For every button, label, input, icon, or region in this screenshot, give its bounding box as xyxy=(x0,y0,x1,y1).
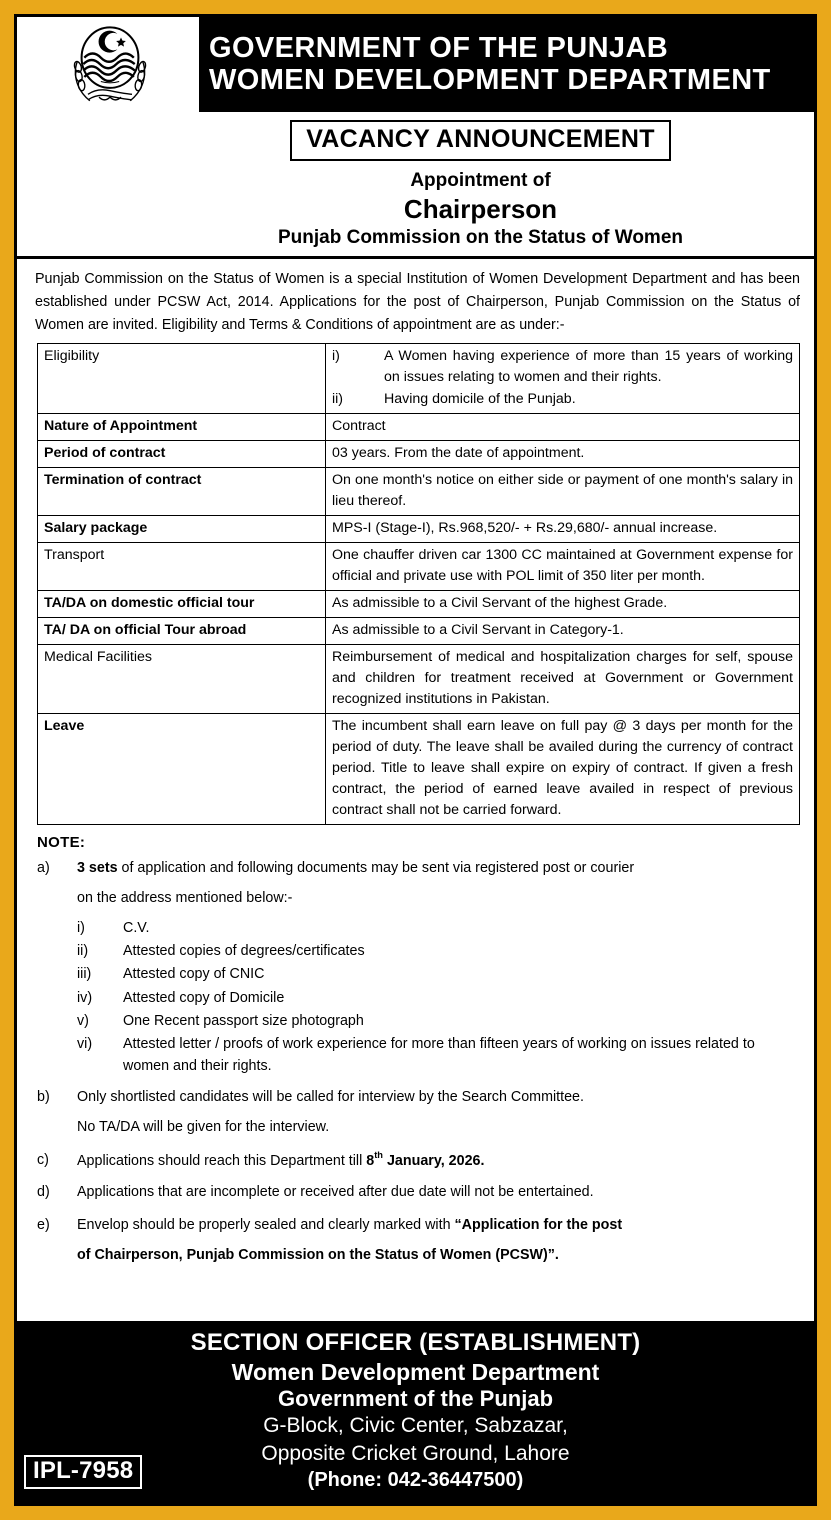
footer-department: Women Development Department xyxy=(231,1358,600,1385)
govt-title-line-2: WOMEN DEVELOPMENT DEPARTMENT xyxy=(209,63,771,96)
table-row xyxy=(38,713,800,824)
footer-address-line2: Opposite Cricket Ground, Lahore xyxy=(261,1441,570,1465)
row-label: Eligibility xyxy=(38,344,326,413)
doc-text: Attested copies of degrees/certificates xyxy=(123,943,365,960)
vacancy-announcement-banner: VACANCY ANNOUNCEMENT xyxy=(290,120,671,161)
table-row xyxy=(38,344,800,413)
header-title-cell xyxy=(199,17,814,112)
row-label: Nature of Appointment xyxy=(38,413,326,440)
specification-table xyxy=(37,343,800,824)
row-label: TA/DA on domestic official tour xyxy=(38,590,326,617)
note-marker: b) xyxy=(37,1089,50,1106)
table-row xyxy=(38,542,800,590)
note-text: Only shortlisted candidates will be called for interview by the Search Committee. xyxy=(77,1089,584,1106)
note-text xyxy=(77,857,800,880)
note-text xyxy=(77,1214,800,1237)
list-item xyxy=(77,940,800,962)
doc-number: i) xyxy=(77,920,85,937)
note-title: NOTE: xyxy=(37,833,86,851)
sub-item-number: ii) xyxy=(332,390,344,407)
advertisement-sheet xyxy=(14,14,817,1506)
list-item xyxy=(77,1033,800,1077)
eligibility-sub-list xyxy=(332,346,793,409)
envelope-marking-line2-text: of Chairperson, Punjab Commission on the Status of Women (PCSW)”. xyxy=(77,1246,559,1263)
note-text: Applications that are incomplete or received after due date will not be entertained. xyxy=(77,1184,594,1201)
deadline-rest: January, 2026. xyxy=(382,1152,485,1169)
doc-number: v) xyxy=(77,1012,89,1029)
row-label: Transport xyxy=(38,542,326,590)
row-label: Leave xyxy=(38,713,326,824)
row-value: Contract xyxy=(326,413,800,440)
note-item-e xyxy=(37,1214,800,1237)
list-item xyxy=(77,1010,800,1032)
note-marker: e) xyxy=(37,1216,50,1233)
footer-section-officer: SECTION OFFICER (ESTABLISHMENT) xyxy=(190,1329,641,1357)
doc-number: ii) xyxy=(77,943,89,960)
row-label: Termination of contract xyxy=(38,467,326,515)
row-label: TA/ DA on official Tour abroad xyxy=(38,617,326,644)
govt-title-line-1: GOVERNMENT OF THE PUNJAB xyxy=(209,32,669,65)
logo-cell xyxy=(17,17,199,112)
note-item-d xyxy=(37,1181,800,1204)
footer-contact-block xyxy=(17,1321,814,1503)
row-value: On one month's notice on either side or payment of one month's salary in lieu thereof. xyxy=(326,467,800,515)
doc-text: Attested copy of CNIC xyxy=(123,966,265,983)
deadline-ordinal: th xyxy=(374,1150,383,1161)
table-row xyxy=(38,617,800,644)
post-organization: Punjab Commission on the Status of Women xyxy=(277,227,683,248)
note-c-pre: Applications should reach this Department till xyxy=(77,1152,367,1169)
note-marker: c) xyxy=(37,1151,49,1168)
doc-number: iv) xyxy=(77,989,93,1006)
row-value: One chauffer driven car 1300 CC maintained at Government expense for official and private use with POL limit of 350 liter per month. xyxy=(326,542,800,590)
sub-item-text: A Women having experience of more than 15 years of working on issues relating to women and their rights. xyxy=(384,348,793,386)
note-marker: d) xyxy=(37,1184,50,1201)
row-value: As admissible to a Civil Servant of the highest Grade. xyxy=(326,590,800,617)
specification-table-wrapper xyxy=(17,343,814,824)
doc-number: vi) xyxy=(77,1035,93,1052)
doc-text: Attested copy of Domicile xyxy=(123,989,285,1006)
list-item xyxy=(332,389,793,410)
sub-item-text: Having domicile of the Punjab. xyxy=(384,390,576,407)
table-row xyxy=(38,467,800,515)
punjab-government-emblem-icon xyxy=(64,21,156,109)
note-item-c xyxy=(37,1149,800,1173)
table-row xyxy=(38,644,800,713)
row-label: Period of contract xyxy=(38,440,326,467)
doc-text: C.V. xyxy=(123,920,150,937)
table-row xyxy=(38,413,800,440)
note-a-rest: of application and following documents may be sent via registered post or courier xyxy=(117,859,635,876)
row-value: The incumbent shall earn leave on full pay @ 3 days per month for the period of duty. The leave shall be availed during the currency of contract period. Title to leave shall expire on expiry of contract. If given a fresh contract, the period of earned leave availed in respect of previous contract shall not be carried forward. xyxy=(326,713,800,824)
deadline-day: 8 xyxy=(366,1152,375,1169)
envelope-marking-line2 xyxy=(77,1244,800,1267)
doc-text: One Recent passport size photograph xyxy=(123,1012,364,1029)
list-item xyxy=(77,917,800,939)
note-marker: a) xyxy=(37,859,50,876)
row-value: Reimbursement of medical and hospitalization charges for self, spouse and children for treatment received at Government or Government recognized institutions in Pakistan. xyxy=(326,644,800,713)
note-text xyxy=(77,1149,800,1173)
list-item xyxy=(77,963,800,985)
doc-text: Attested letter / proofs of work experience for more than fifteen years of working on issues related to women and their rights. xyxy=(123,1035,755,1075)
footer-address-line1: G-Block, Civic Center, Sabzazar, xyxy=(263,1414,568,1438)
post-title: Chairperson xyxy=(403,194,558,224)
row-value: As admissible to a Civil Servant in Category-1. xyxy=(326,617,800,644)
list-item xyxy=(332,346,793,388)
envelope-marking-line1: “Application for the post xyxy=(454,1216,623,1233)
sub-item-number: i) xyxy=(332,348,340,365)
table-row xyxy=(38,590,800,617)
table-row xyxy=(38,515,800,542)
table-row xyxy=(38,440,800,467)
list-item xyxy=(77,987,800,1009)
doc-number: iii) xyxy=(77,966,92,983)
documents-list xyxy=(77,917,800,1077)
note-e-pre: Envelop should be properly sealed and clearly marked with xyxy=(77,1216,455,1233)
note-a-line2: on the address mentioned below:- xyxy=(77,889,293,906)
row-label: Salary package xyxy=(38,515,326,542)
footer-phone: (Phone: 042-36447500) xyxy=(307,1469,524,1491)
row-value: 03 years. From the date of appointment. xyxy=(326,440,800,467)
row-value: MPS-I (Stage-I), Rs.968,520/- + Rs.29,680/- annual increase. xyxy=(326,515,800,542)
note-item-a xyxy=(37,857,800,880)
footer-government: Government of the Punjab xyxy=(277,1385,554,1411)
vacancy-block xyxy=(17,112,814,259)
intro-paragraph: Punjab Commission on the Status of Women is a special Institution of Women Development Department and has been established under PCSW Act, 2014. Applications for the post of Chairperson, Punjab Commission on the Status of Women are invited. Eligibility and Terms & Conditions of appointment are as under:- xyxy=(35,271,800,334)
note-b-line2: No TA/DA will be given for the interview. xyxy=(77,1119,330,1136)
header-banner xyxy=(17,17,814,112)
note-section xyxy=(17,825,814,1321)
note-bold-3sets: 3 sets xyxy=(77,859,118,876)
note-item-b xyxy=(37,1086,800,1109)
appointment-of-label: Appointment of xyxy=(410,170,551,191)
reference-code-badge: IPL-7958 xyxy=(24,1455,142,1489)
row-label: Medical Facilities xyxy=(38,644,326,713)
row-value xyxy=(326,344,800,413)
